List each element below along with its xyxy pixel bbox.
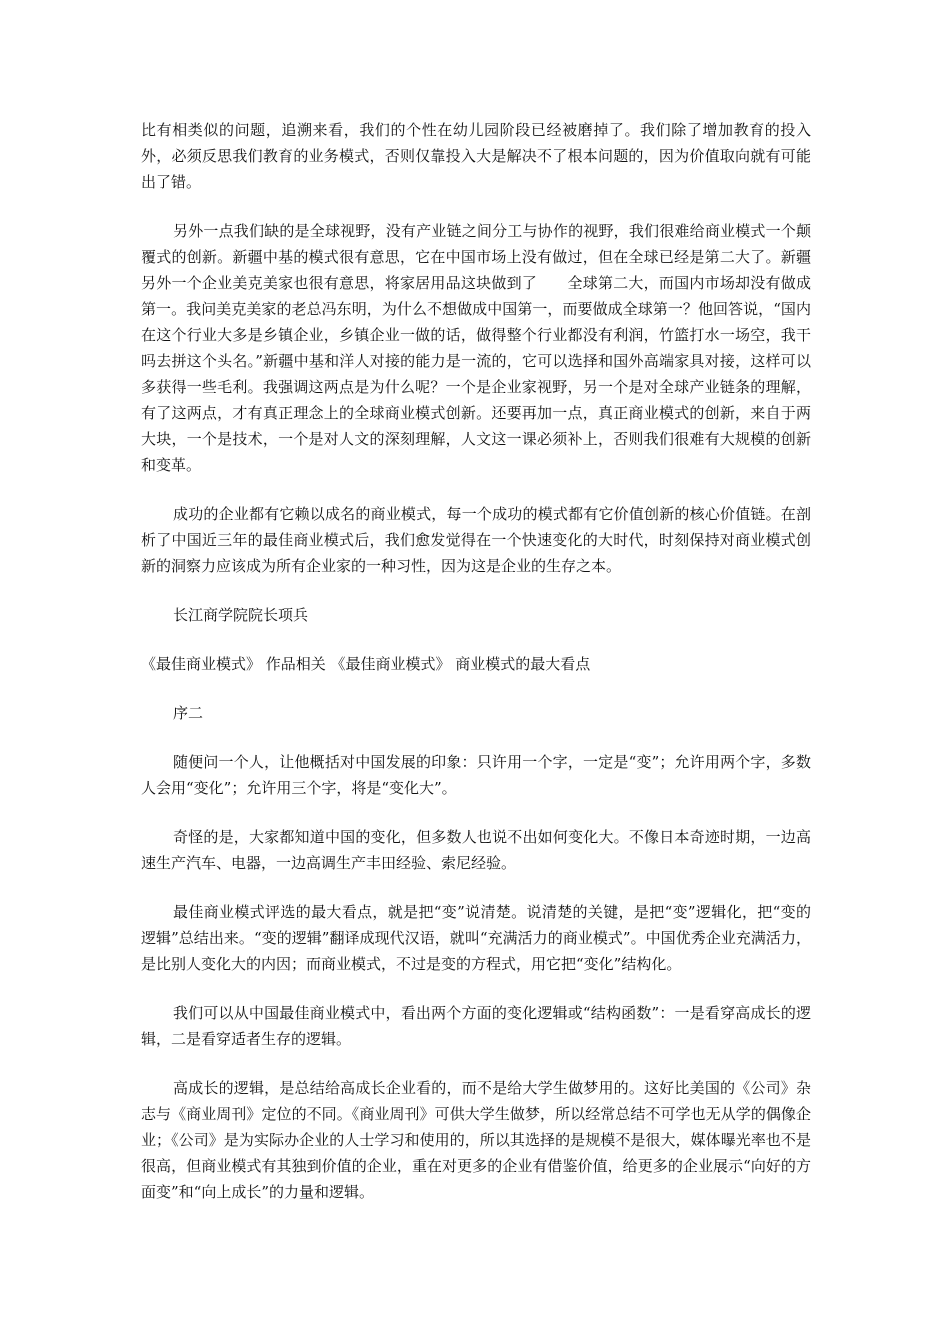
section-heading: 《最佳商业模式》 作品相关 《最佳商业模式》 商业模式的最大看点 [141, 655, 591, 673]
paragraph-highlight: 最佳商业模式评选的最大看点，就是把“变”说清楚。说清楚的关键，是把“变”逻辑化，把“变的逻辑”总结出来。“变的逻辑”翻译成现代汉语，就叫“充满活力的商业模式”。中国优秀企业充满活力，是比别人变化大的内因；而商业模式，不过是变的方程式，用它把“变化”结构化。 [141, 903, 811, 973]
paragraph-strange: 奇怪的是，大家都知道中国的变化，但多数人也说不出如何变化大。不像日本奇迹时期，一边高速生产汽车、电器，一边高调生产丰田经验、索尼经验。 [141, 828, 811, 872]
author-signature: 长江商学院院长项兵 [173, 606, 309, 624]
document-body [141, 117, 811, 1228]
paragraph-continued: 比有相类似的问题，追溯来看，我们的个性在幼儿园阶段已经被磨掉了。我们除了增加教育的投入外，必须反思我们教育的业务模式，否则仅靠投入大是解决不了根本问题的，因为价值取向就有可能出了错。 [141, 121, 811, 191]
preface-title: 序二 [173, 704, 204, 722]
paragraph-global-vision: 另外一点我们缺的是全球视野，没有产业链之间分工与协作的视野，我们很难给商业模式一个颠覆式的创新。新疆中基的模式很有意思，它在中国市场上没有做过，但在全球已经是第二大了。新疆另外一个企业美克美家也很有意思，将家居用品这块做到了 全球第二大，而国内市场却没有做成第一。我问美克美家的老总冯东明，为什么不想做成中国第一，而要做成全球第一？他回答说，“国内在这个行业大多是乡镇企业，乡镇企业一做的话，做得整个行业都没有利润，竹篮打水一场空，我干吗去拼这个头名。”新疆中基和洋人对接的能力是一流的，它可以选择和国外高端家具对接，这样可以多获得一些毛利。我强调这两点是为什么呢？一个是企业家视野，另一个是对全球产业链条的理解，有了这两点，才有真正理念上的全球商业模式创新。还要再加一点，真正商业模式的创新，来自于两大块，一个是技术，一个是对人文的深刻理解，人文这一课必须补上，否则我们很难有大规模的创新和变革。 [141, 222, 811, 474]
paragraph-growth-logic: 高成长的逻辑，是总结给高成长企业看的，而不是给大学生做梦用的。这好比美国的《公司》杂志与《商业周刊》定位的不同。《商业周刊》可供大学生做梦，所以经常总结不可学也无从学的偶像企业；《公司》是为实际办企业的人士学习和使用的，所以其选择的是规模不是很大，媒体曝光率也不是很高，但商业模式有其独到价值的企业，重在对更多的企业有借鉴价值，给更多的企业展示“向好的方面变”和“向上成长”的力量和逻辑。 [141, 1079, 811, 1201]
paragraph-conclusion: 成功的企业都有它赖以成名的商业模式，每一个成功的模式都有它价值创新的核心价值链。在剖析了中国近三年的最佳商业模式后，我们愈发觉得在一个快速变化的大时代，时刻保持对商业模式创新的洞察力应该成为所有企业家的一种习性，因为这是企业的生存之本。 [141, 505, 811, 575]
paragraph-change: 随便问一个人，让他概括对中国发展的印象：只许用一个字，一定是“变”；允许用两个字，多数人会用“变化”；允许用三个字，将是“变化大”。 [141, 753, 811, 797]
paragraph-two-logics: 我们可以从中国最佳商业模式中，看出两个方面的变化逻辑或“结构函数”：一是看穿高成长的逻辑，二是看穿适者生存的逻辑。 [141, 1004, 811, 1048]
